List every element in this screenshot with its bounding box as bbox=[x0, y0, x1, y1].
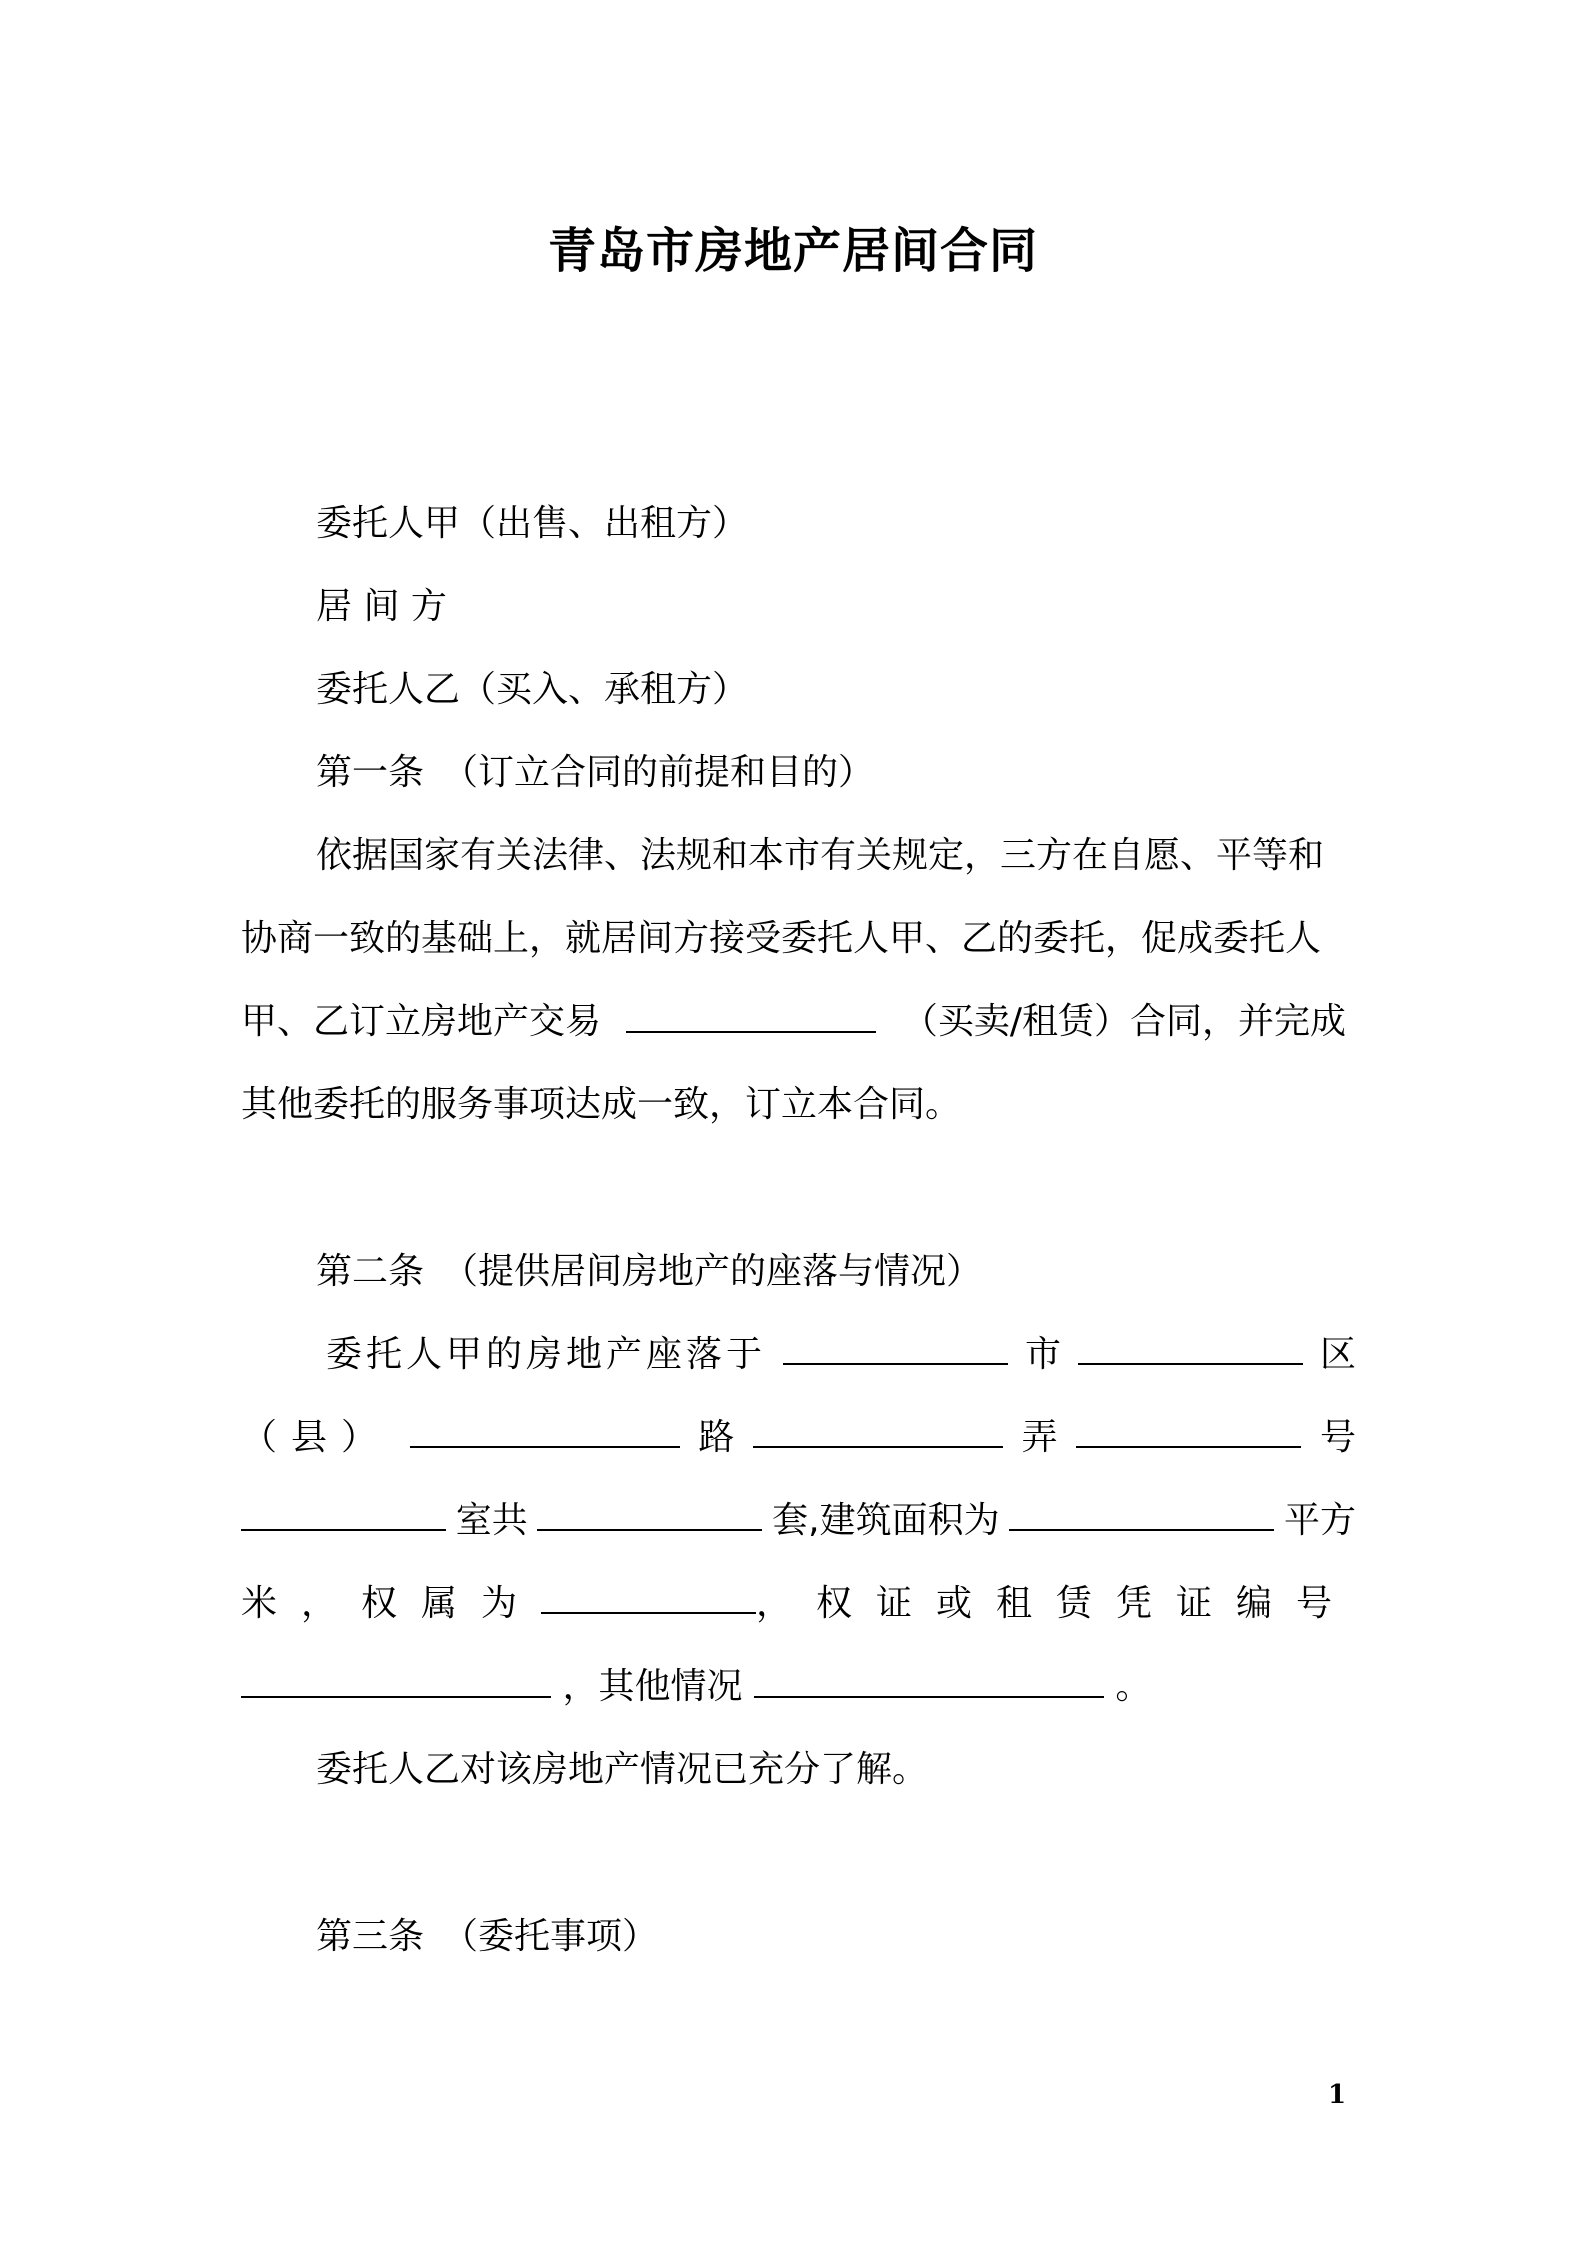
line-end-mark: 。 bbox=[1115, 1666, 1152, 1707]
article2-line2 bbox=[241, 1412, 1356, 1464]
other-info-label: ，其他情况 bbox=[562, 1666, 743, 1707]
article1-line4: 其他委托的服务事项达成一致，订立本合同。 bbox=[241, 1084, 962, 1125]
party-a-line: 委托人甲（出售、出租方） bbox=[316, 503, 749, 544]
room-label: 室共 bbox=[455, 1500, 528, 1541]
article2-line4 bbox=[241, 1578, 1356, 1630]
district-blank[interactable] bbox=[1078, 1329, 1303, 1365]
article2-line5 bbox=[241, 1661, 1356, 1713]
article2-note: 委托人乙对该房地产情况已充分了解。 bbox=[316, 1749, 929, 1790]
certificate-label: ，权证或租赁凭证编号 bbox=[755, 1583, 1356, 1624]
county-label: （县） bbox=[241, 1417, 392, 1458]
road-blank[interactable] bbox=[410, 1412, 680, 1448]
article1-heading: 第一条 （订立合同的前提和目的） bbox=[316, 752, 875, 793]
article1-line3 bbox=[241, 996, 1356, 1048]
location-intro: 委托人甲的房地产座落于 bbox=[326, 1334, 767, 1375]
district-label: 区 bbox=[1319, 1334, 1356, 1375]
article1-line2: 协商一致的基础上，就居间方接受委托人甲、乙的委托，促成委托人 bbox=[241, 918, 1322, 959]
other-info-blank[interactable] bbox=[754, 1662, 1104, 1698]
article2-heading: 第二条 （提供居间房地产的座落与情况） bbox=[316, 1251, 983, 1292]
lane-label: 弄 bbox=[1021, 1417, 1058, 1458]
area-blank[interactable] bbox=[1009, 1495, 1274, 1531]
units-blank[interactable] bbox=[537, 1495, 762, 1531]
area-label: 套,建筑面积为 bbox=[772, 1500, 1000, 1541]
document-title: 青岛市房地产居间合同 bbox=[547, 223, 1038, 279]
ownership-blank[interactable] bbox=[541, 1578, 756, 1614]
road-label: 路 bbox=[698, 1417, 735, 1458]
lane-blank[interactable] bbox=[753, 1412, 1003, 1448]
article2-line3 bbox=[241, 1495, 1356, 1547]
transaction-type-blank[interactable] bbox=[626, 997, 876, 1033]
city-blank[interactable] bbox=[783, 1329, 1008, 1365]
certificate-number-blank[interactable] bbox=[241, 1662, 551, 1698]
broker-line: 居 间 方 bbox=[316, 586, 447, 627]
ownership-label: 米，权属为 bbox=[241, 1583, 542, 1624]
article1-line1: 依据国家有关法律、法规和本市有关规定，三方在自愿、平等和 bbox=[316, 835, 1325, 876]
number-blank[interactable] bbox=[1076, 1412, 1301, 1448]
page-number: 1 bbox=[1328, 2080, 1347, 2110]
room-blank[interactable] bbox=[241, 1495, 446, 1531]
sqm-label: 平方 bbox=[1283, 1500, 1356, 1541]
article1-line3-end: （买卖/租赁）合同，并完成 bbox=[901, 1001, 1347, 1042]
article3-heading: 第三条 （委托事项） bbox=[316, 1916, 659, 1957]
number-label: 号 bbox=[1319, 1417, 1356, 1458]
city-label: 市 bbox=[1024, 1334, 1061, 1375]
party-b-line: 委托人乙（买入、承租方） bbox=[316, 669, 749, 710]
article2-line1 bbox=[326, 1329, 1356, 1381]
article1-line3-start: 甲、乙订立房地产交易 bbox=[241, 1001, 602, 1042]
